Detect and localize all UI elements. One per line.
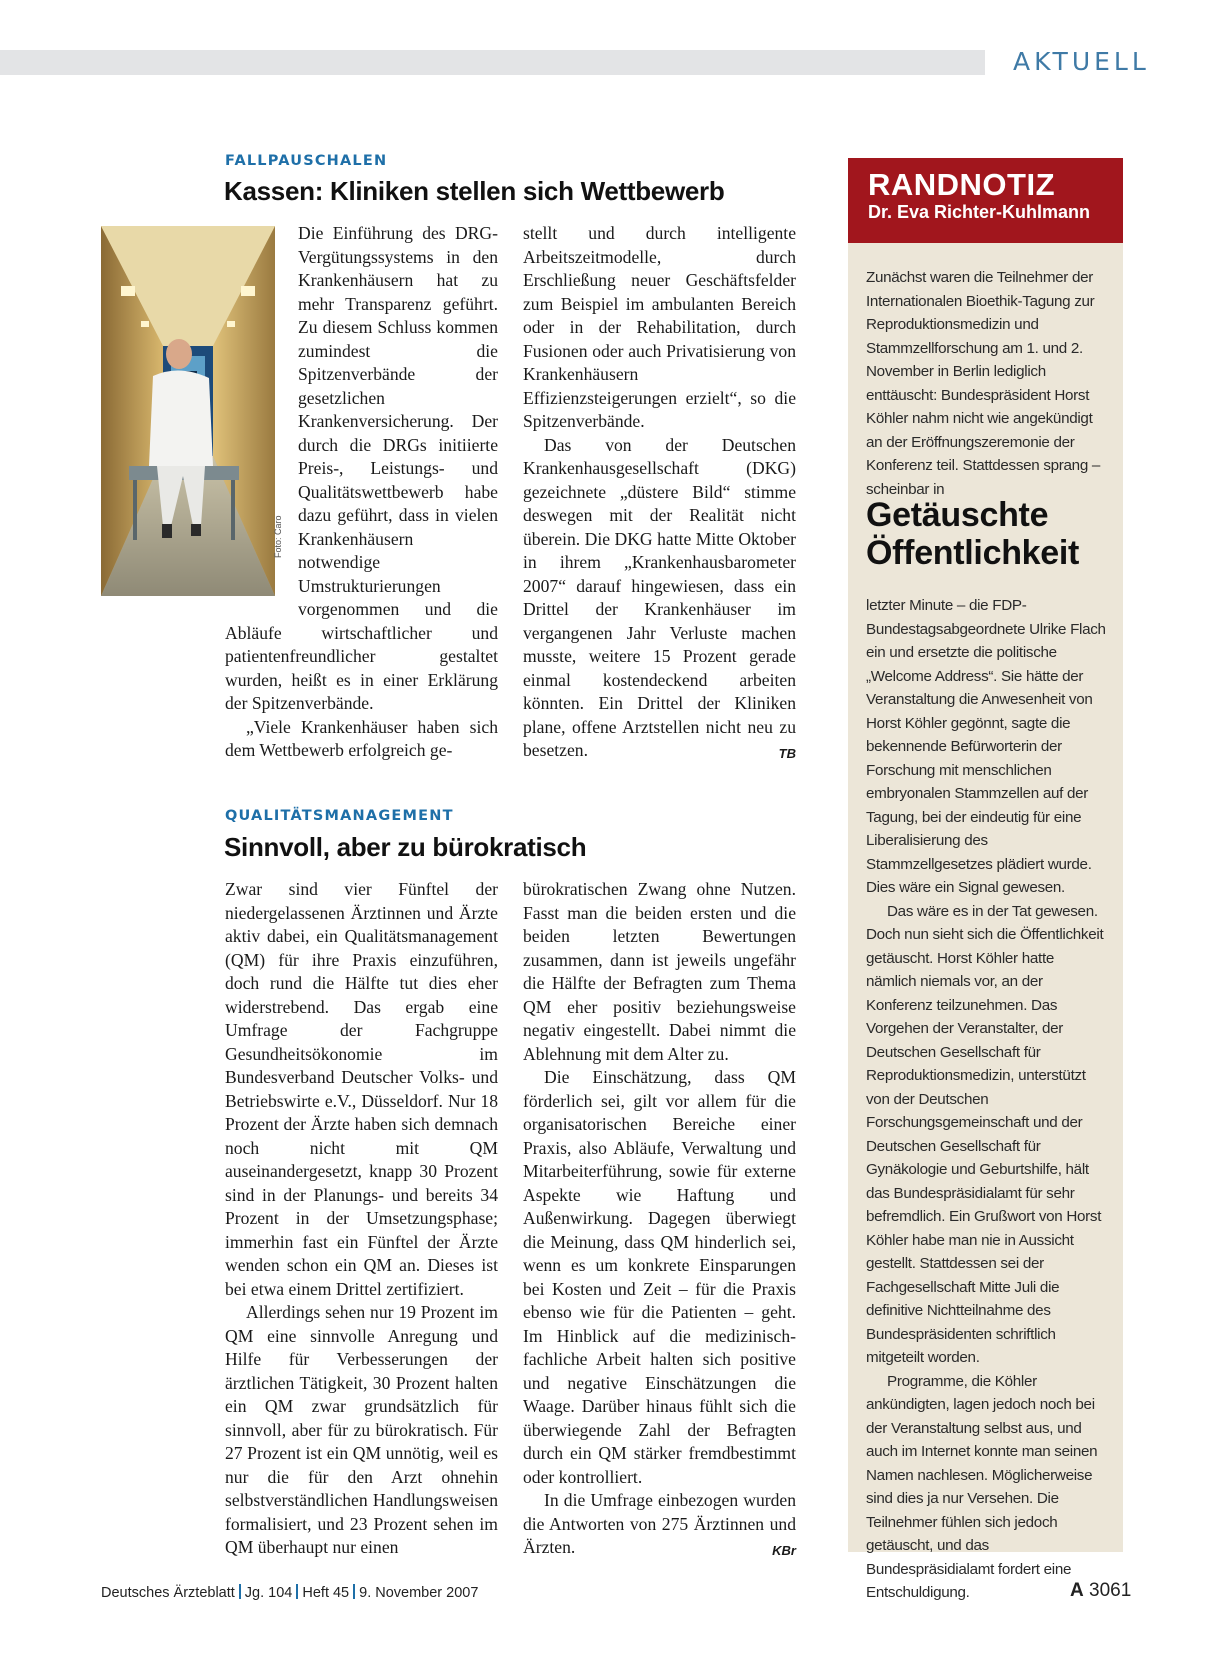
footer-issue: Heft 45 — [302, 1585, 350, 1601]
article2-paragraph-4: Die Einschätzung, dass QM förderlich sei, gilt vor allem für die organisatorischen Bereiche einer Praxis, also Abläufe, Verwaltung und Mitarbeiterführung, sowie für externe Aspekte wie Haftung und Außenwirkung. Dagegen überwiegt die Meinung, dass QM hinderlich sei, wenn es um konkrete Einsparungen bei Kosten und Zeit – für die Praxis ebenso wie für die Patienten – geht. Im Hinblick auf die medizinisch-fachliche Arbeit halten sich positive und negative Einschätzungen die Waage. Darüber hinaus fühlt sich die überwiegende Zahl der Befragten durch ein QM stärker fremdbestimmt oder kontrolliert. — [523, 1067, 796, 1487]
sidebar-intro — [866, 266, 1106, 501]
sidebar-paragraph-2: Das wäre es in der Tat gewesen. Doch nun sieht sich die Öffentlichkeit getäuscht. Horst Köhler hatte nämlich niemals vor, an der Konferenz teilzunehmen. Das Vorgehen der Veranstalter, der Deutschen Gesellschaft für Reproduktionsmedizin, unterstützt von der Deutschen Forschungsgemeinschaft und der Deutschen Gesellschaft für Gynäkologie und Geburtshilfe, hält das Bundespräsidialamt für sehr befremdlich. Ein Grußwort von Horst Köhler habe man nie in Aussicht gestellt. Stattdessen sei der Fachgesellschaft Mitte Juli die definitive Nichtteilnahme des Bundespräsidenten schriftlich mitgeteilt worden. — [866, 902, 1104, 1366]
article1-column-1 — [225, 222, 498, 760]
page-prefix: A — [1070, 1580, 1084, 1601]
article2-column-1 — [225, 878, 498, 1560]
article2-column-2 — [523, 878, 796, 1563]
footer — [101, 1584, 478, 1601]
article2-headline: Sinnvoll, aber zu bürokratisch — [224, 832, 587, 862]
article2-paragraph-3: bürokratischen Zwang ohne Nutzen. Fasst man die beiden ersten und die beiden letzten Bewertungen zusammen, dann ist jeweils ungefähr die Hälfte der Befragten zum Thema QM eher positiv beziehungsweise negativ eingestellt. Dabei nimmt die Ablehnung mit dem Alter zu. — [523, 879, 796, 1064]
sidebar-headline-line-2: Öffentlichkeit — [866, 534, 1080, 572]
section-label: AKTUELL — [985, 45, 1221, 79]
footer-separator — [353, 1584, 355, 1599]
article2-paragraph-2: Allerdings sehen nur 19 Prozent im QM eine sinnvolle Anregung und Hilfe für Verbesserungen der ärztlichen Tätigkeit, 30 Prozent halten ein QM zwar grundsätzlich für sinnvoll, aber für zu bürokratisch. Für 27 Prozent ist ein QM unnötig, weil es nur die für den Arzt ohnehin selbstverständlichen Handlungsweisen formalisiert, und 23 Prozent sehen im QM überhaupt nur einen — [225, 1302, 498, 1557]
footer-volume: Jg. 104 — [244, 1585, 293, 1601]
article2-signature: KBr — [772, 1543, 796, 1558]
sidebar-headline — [866, 496, 1116, 572]
article1-kicker: FALLPAUSCHALEN — [225, 153, 388, 169]
article1-headline: Kassen: Kliniken stellen sich Wettbewerb — [224, 176, 725, 206]
article1-paragraph-4-text: Das von der Deutschen Krankenhausgesellschaft (DKG) gezeichnete „düstere Bild“ stimme deswegen mit der Realität nicht überein. Die DKG hatte Mitte Oktober in ihrem „Krankenhausbarometer 2007“ darauf hingewiesen, dass ein Drittel der Krankenhäuser im vergangenen Jahr Verluste machen musste, weitere 15 Prozent gerade einmal kostendeckend arbeiten könnten. Ein Drittel der Kliniken plane, offene Arztstellen nicht neu zu besetzen. — [523, 434, 796, 760]
article1-signature: TB — [778, 746, 796, 761]
sidebar-paragraph-1: letzter Minute – die FDP-Bundestagsabgeordnete Ulrike Flach ein und ersetzte die politische „Welcome Address“. Sie hätte der Veranstaltung die Anwesenheit von Horst Köhler gegönnt, sagte die bekennende Befürworterin der Forschung mit menschlichen embryonalen Stammzellen auf der Tagung, bei der eindeutig für eine Liberalisierung des Stammzellgesetzes plädiert wurde. Dies wäre ein Signal gewesen. — [866, 597, 1106, 896]
photo-credit: Foto: Caro — [273, 515, 283, 558]
page-number-value: 3061 — [1089, 1580, 1132, 1601]
sidebar-title: RANDNOTIZ — [868, 167, 1056, 202]
sidebar-author: Dr. Eva Richter-Kuhlmann — [868, 202, 1091, 222]
sidebar-header — [848, 158, 1123, 243]
footer-separator — [296, 1584, 298, 1599]
article1-paragraph-3: stellt und durch intelligente Arbeitszeitmodelle, durch Erschließung neuer Geschäftsfelder zum Beispiel im ambulanten Bereich oder in der Rehabilitation, durch Fusionen oder auch Privatisierung von Krankenhäusern Effizienzsteigerungen erzielt“, so die Spitzenverbände. — [523, 223, 796, 431]
article1-paragraph-2: „Viele Krankenhäuser haben sich dem Wettbewerb erfolgreich ge- — [225, 716, 498, 760]
article2-paragraph-5-text: In die Umfrage einbezogen wurden die Antworten von 275 Ärztinnen und Ärzten. — [523, 1490, 796, 1557]
sidebar-headline-line-1: Getäuschte — [866, 496, 1049, 534]
footer-separator — [239, 1584, 241, 1599]
sidebar-body — [866, 594, 1106, 1605]
article1-column-2 — [523, 222, 796, 766]
sidebar-paragraph-3: Programme, die Köhler ankündigten, lagen jedoch noch bei der Veranstaltung selbst aus, und auch im Internet konnte man seinen Namen nachlesen. Möglicherweise sind dies ja nur Versehen. Die Teilnehmer fühlen sich jedoch getäuscht, und das Bundespräsidialamt fordert eine Entschuldigung. — [866, 1372, 1098, 1601]
article2-kicker: QUALITÄTSMANAGEMENT — [225, 808, 454, 824]
article2-paragraph-1: Zwar sind vier Fünftel der niedergelassenen Ärztinnen und Ärzte aktiv dabei, ein Qualitätsmanagement (QM) für ihre Praxis einzuführen, doch rund die Hälfte tut dies eher widerstrebend. Das ergab eine Umfrage der Fachgruppe Gesundheitsökonomie im Bundesverband Deutscher Volks- und Betriebswirte e.V., Düsseldorf. Nur 18 Prozent der Ärzte haben sich demnach noch nicht mit QM auseinandergesetzt, knapp 30 Prozent sind in der Planungs- und bereits 34 Prozent in der Umsetzungsphase; immerhin fast ein Fünftel der Ärzte wenden schon ein QM an. Dieses ist bei etwa einem Drittel zertifiziert. — [225, 879, 498, 1299]
article2-paragraph-5 — [523, 1489, 796, 1560]
sidebar-intro-text: Zunächst waren die Teilnehmer der Internationalen Bioethik-Tagung zur Reproduktionsmedizin und Stammzellforschung am 1. und 2. November in Berlin lediglich enttäuscht: Bundespräsident Horst Köhler nahm nicht wie angekündigt an der Eröffnungszeremonie der Konferenz teil. Stattdessen sprang – scheinbar in — [866, 269, 1101, 498]
photo-spacer — [225, 222, 298, 604]
article1-paragraph-1: Die Einführung des DRG-Vergütungssystems in den Krankenhäusern hat zu mehr Transparenz geführt. Zu diesem Schluss kommen zumindest die Spitzenverbände der gesetzlichen Krankenversicherung. Der durch die DRGs initiierte Preis-, Leistungs- und Qualitätswettbewerb habe dazu geführt, dass in vielen Krankenhäusern notwendige Umstrukturierungen vorgenommen und die Abläufe wirtschaftlicher und patientenfreundlicher gestaltet wurden, heißt es in einer Erklärung der Spitzenverbände. — [225, 223, 498, 713]
footer-journal: Deutsches Ärzteblatt — [101, 1585, 235, 1601]
article1-paragraph-4 — [523, 434, 796, 763]
page-number — [1070, 1580, 1131, 1602]
footer-date: 9. November 2007 — [359, 1585, 479, 1601]
